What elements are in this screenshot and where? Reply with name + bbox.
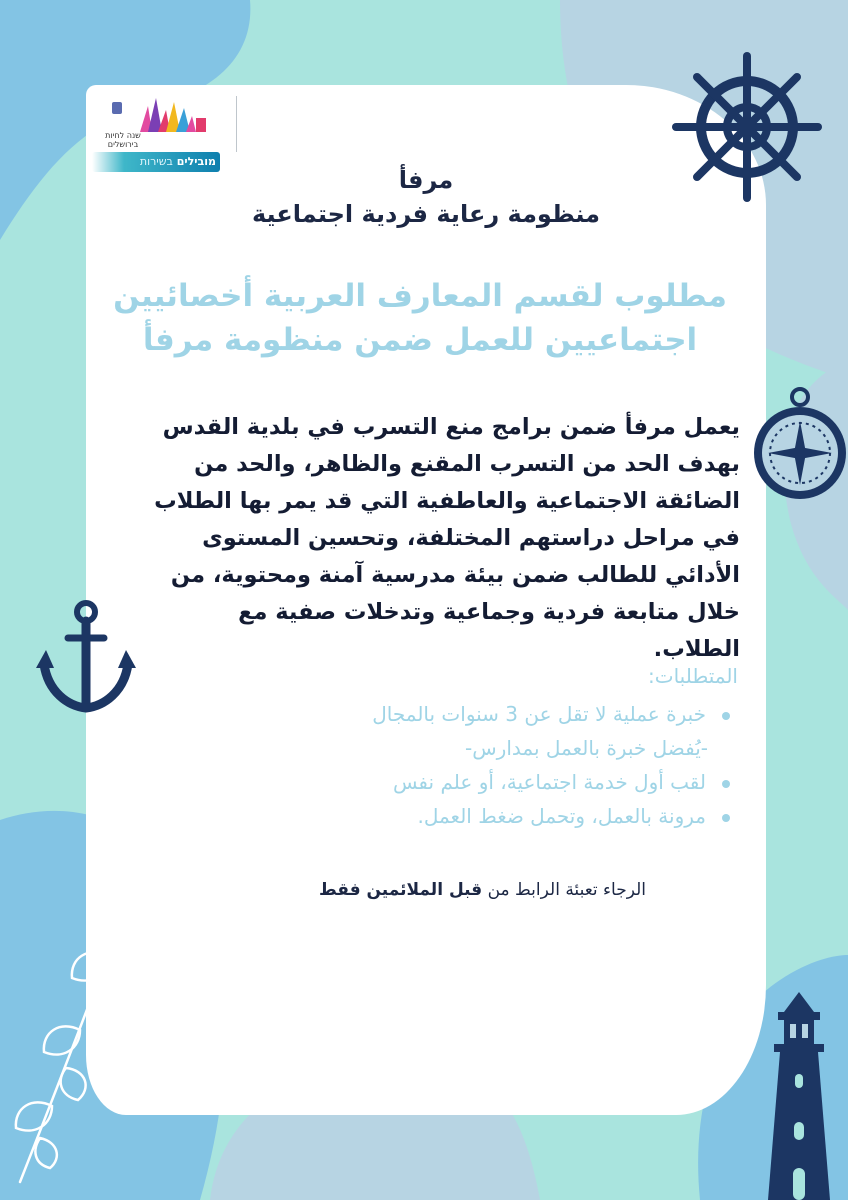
compass-icon <box>750 385 848 503</box>
description-line-5: الأدائي للطالب ضمن بيئة مدرسية آمنة ومحتوية، من <box>170 562 740 588</box>
requirement-item-1-note: -يُفضل خبرة بالعمل بمدارس- <box>465 736 708 760</box>
program-title: مرفأ <box>398 166 454 194</box>
application-note <box>200 880 646 900</box>
description-line-2: بهدف الحد من التسرب المقنع والظاهر، والحد من <box>194 451 740 477</box>
logo-caption: שנה לחיות בירושלים <box>105 131 141 149</box>
lighthouse-icon <box>764 992 834 1200</box>
logo-banner-strong: מובילים <box>176 155 216 168</box>
requirement-item-3 <box>240 804 730 828</box>
anchor-icon <box>34 598 138 716</box>
application-note-prefix: الرجاء تعبئة الرابط من <box>487 880 646 900</box>
description-line-4: في مراحل دراستهم المختلفة، وتحسين المستوى <box>202 525 740 551</box>
bullet-icon <box>722 780 730 788</box>
job-headline-line-2: اجتماعيين للعمل ضمن منظومة مرفأ <box>142 322 698 358</box>
description-line-3: الضائقة الاجتماعية والعاطفية التي قد يمر بها الطلاب <box>154 488 740 514</box>
description-line-1: يعمل مرفأ ضمن برامج منع التسرب في بلدية القدس <box>162 414 740 440</box>
requirement-item-2 <box>240 770 730 794</box>
ship-wheel-icon <box>672 52 822 202</box>
requirement-text: لقب أول خدمة اجتماعية، أو علم نفس <box>392 770 706 794</box>
requirements-title: المتطلبات: <box>648 664 738 688</box>
bullet-icon <box>722 814 730 822</box>
program-subtitle: منظومة رعاية فردية اجتماعية <box>251 200 601 228</box>
requirement-text: مرونة بالعمل، وتحمل ضغط العمل. <box>417 804 706 828</box>
leaf-branch-icon <box>0 860 150 1190</box>
logo-banner-light: בשירות <box>139 155 173 168</box>
requirement-text: خبرة عملية لا تقل عن 3 سنوات بالمجال <box>372 702 706 726</box>
description-line-7: الطلاب. <box>653 636 740 662</box>
bullet-icon <box>722 712 730 720</box>
requirement-item-1 <box>240 702 730 726</box>
application-note-emphasis: قبل الملائمين فقط <box>319 880 483 900</box>
description-line-6: خلال متابعة فردية وجماعية وتدخلات صفية مع <box>238 599 740 625</box>
job-headline-line-1: مطلوب لقسم المعارف العربية أخصائيين <box>113 278 727 314</box>
logo-divider <box>236 96 237 152</box>
